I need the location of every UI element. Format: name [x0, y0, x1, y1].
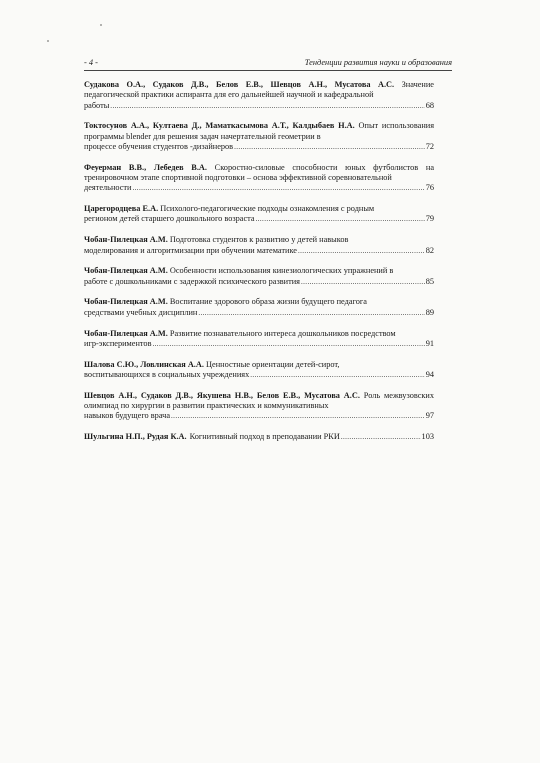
entry-page-number: 97: [425, 411, 434, 421]
entry-title: Развитие познавательного интереса дошкольников посредством: [169, 328, 396, 338]
entry-title-end: моделирования и алгоритмизации при обучении математике: [84, 245, 297, 255]
toc-entry: [84, 235, 434, 256]
leader-dots: [110, 101, 424, 111]
toc-entry: [84, 329, 434, 350]
entry-page-number: 91: [425, 338, 434, 348]
entry-authors: Чобан-Пилецкая А.М.: [84, 266, 168, 276]
entry-last-line: [84, 277, 434, 287]
entry-title: Значение педагогической практики аспиранта для его дальнейшей научной и кафедральной: [84, 80, 434, 100]
scan-speck: [47, 40, 49, 42]
entry-authors: Токтосунов А.А., Култаева Д., Маматкасымова А.Т., Калдыбаев Н.А.: [84, 121, 355, 131]
entry-paragraph: [84, 121, 434, 142]
entry-authors: Шевцов А.Н., Судаков Д.В., Якушева Н.В., Белов Е.В., Мусатова А.С.: [84, 390, 360, 400]
scan-speck: [100, 24, 102, 26]
leader-dots: [198, 308, 424, 318]
entry-page-number: 68: [425, 100, 434, 110]
entry-authors: Судакова О.А., Судаков Д.В., Белов Е.В., Шевцов А.Н., Мусатова А.С.: [84, 80, 395, 89]
entry-last-line: [84, 432, 434, 442]
leader-dots: [234, 142, 425, 152]
entry-authors: Шалова С.Ю., Ловлинская А.А.: [84, 359, 204, 369]
entry-last-line: [84, 246, 434, 256]
leader-dots: [341, 432, 421, 442]
entry-page-number: 72: [425, 141, 434, 151]
entry-authors: Шульгина Н.П., Рудая К.А.: [84, 432, 187, 442]
entry-last-line: [84, 214, 434, 224]
entry-title-end: деятельности: [84, 183, 132, 193]
entry-title-end: навыков будущего врача: [84, 411, 171, 421]
entry-title-end: средствами учебных дисциплин: [84, 307, 198, 317]
entry-page-number: 103: [421, 432, 434, 442]
entry-title-end: регионом детей старшего дошкольного возраста: [84, 214, 255, 224]
entry-title-end: работы: [84, 100, 110, 110]
entry-paragraph: [84, 163, 434, 184]
entry-last-line: [84, 142, 434, 152]
entry-paragraph: [84, 329, 434, 339]
toc-entry: [84, 163, 434, 194]
toc-entry: [84, 391, 434, 422]
toc-entry: [84, 266, 434, 287]
entry-paragraph: [84, 80, 434, 101]
entry-last-line: [84, 183, 434, 193]
toc-entry: [84, 204, 434, 225]
entry-last-line: [84, 370, 434, 380]
entry-title: Скоростно-силовые способности юных футболистов на тренировочном этапе спортивной подготовки – основа эффективной соревновательной: [84, 162, 435, 183]
entry-title: Опыт использования программы blender для решения задач начертательной геометрии в: [84, 121, 435, 141]
leader-dots: [171, 411, 425, 421]
entry-title-end: процессе обучения студентов -дизайнеров: [84, 141, 234, 151]
entry-paragraph: [84, 266, 434, 276]
entry-page-number: 89: [425, 307, 434, 317]
toc-entry: [84, 297, 434, 318]
entry-last-line: [84, 308, 434, 318]
entry-authors: Царегородцева Е.А.: [84, 204, 159, 214]
entry-paragraph: [84, 204, 434, 214]
running-title: Тенденции развития науки и образования: [304, 58, 452, 67]
leader-dots: [301, 277, 425, 287]
entry-title: Ценностные ориентации детей-сирот,: [206, 359, 340, 369]
page-header: [84, 58, 452, 70]
entry-authors: Чобан-Пилецкая А.М.: [84, 328, 168, 338]
entry-page-number: 82: [425, 245, 434, 255]
entry-title: Воспитание здорового образа жизни будущего педагога: [169, 297, 367, 307]
leader-dots: [256, 214, 425, 224]
leader-dots: [250, 370, 424, 380]
header-rule: [84, 70, 452, 71]
entry-title-end: воспитывающихся в социальных учреждениях: [84, 369, 250, 379]
toc-entry: [84, 360, 434, 381]
entry-paragraph: [84, 360, 434, 370]
entry-title-end: игр-экспериментов: [84, 338, 152, 348]
entry-authors: Чобан-Пилецкая А.М.: [84, 235, 168, 245]
entry-title: Особенности использования кинезиологических упражнений в: [169, 266, 394, 276]
entry-paragraph: [84, 235, 434, 245]
page-number: - 4 -: [84, 58, 98, 67]
entry-last-line: [84, 101, 434, 111]
entry-page-number: 76: [425, 183, 434, 193]
entry-title-end: Когнитивный подход в преподавании РКИ: [189, 432, 340, 442]
entry-last-line: [84, 339, 434, 349]
entry-page-number: 94: [425, 369, 434, 379]
entry-last-line: [84, 411, 434, 421]
leader-dots: [153, 339, 425, 349]
entry-title: Роль межвузовских олимпиад по хирургии в развитии практических и коммуникативных: [84, 390, 435, 411]
toc-entry: [84, 80, 434, 111]
leader-dots: [133, 183, 425, 193]
leader-dots: [298, 246, 425, 256]
entry-authors: Чобан-Пилецкая А.М.: [84, 297, 168, 307]
toc-entry: [84, 432, 434, 442]
entry-authors: Феуерман В.В., Лебедев В.А.: [84, 162, 207, 172]
entry-title-end: работе с дошкольниками с задержкой психического развития: [84, 276, 300, 286]
entry-page-number: 85: [425, 276, 434, 286]
entry-title: Психолого-педагогические подходы ознакомления с родным: [160, 204, 375, 214]
table-of-contents: [84, 80, 434, 453]
toc-entry: [84, 121, 434, 152]
entry-page-number: 79: [425, 214, 434, 224]
entry-title: Подготовка студентов к развитию у детей навыков: [169, 235, 349, 245]
entry-paragraph: [84, 297, 434, 307]
entry-paragraph: [84, 391, 434, 412]
